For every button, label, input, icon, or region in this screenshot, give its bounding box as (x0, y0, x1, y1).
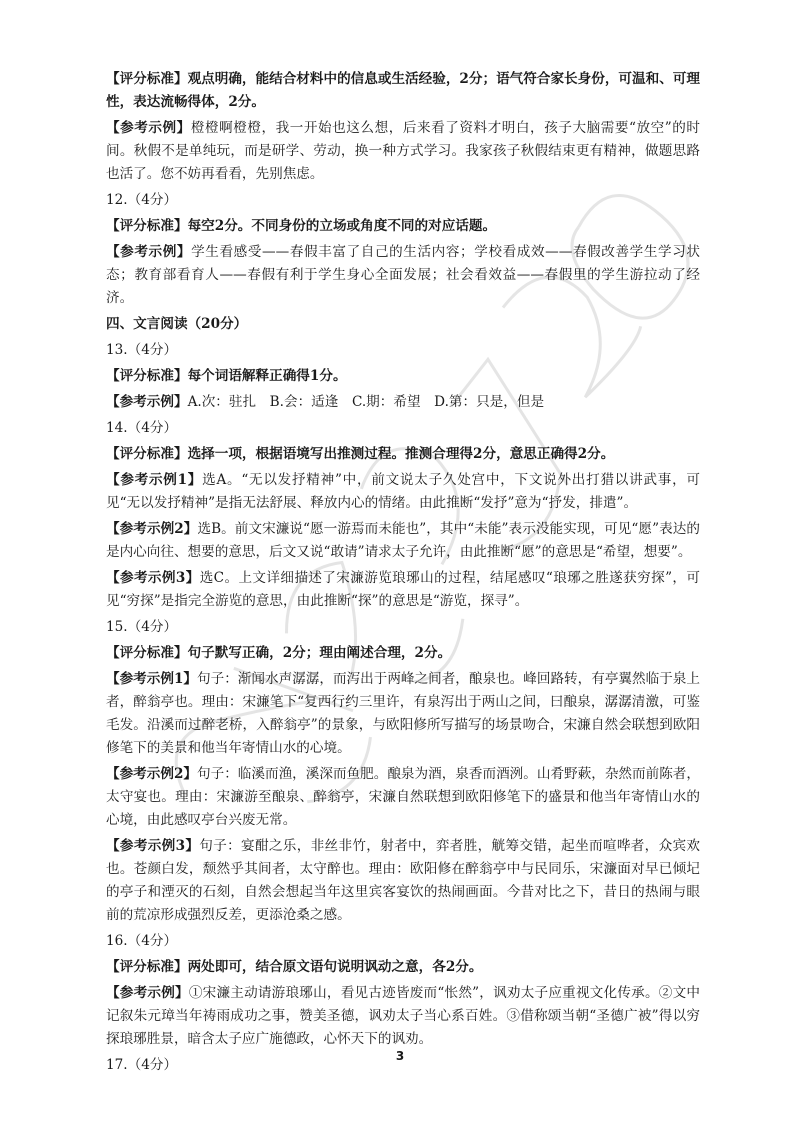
block-text: 每个词语解释正确得1分。 (187, 368, 347, 384)
block-label: 【参考示例3】 (106, 838, 200, 854)
block-label: 【评分标准】 (106, 218, 188, 234)
block-label: 【评分标准】 (106, 446, 188, 462)
block-text: 学生看感受——春假丰富了自己的生活内容；学校看成效——春假改善学生学习状态；教育部看育人——春假有利于学生身心全面发展；社会看效益——春假里的学生游拉动了经济。 (106, 244, 701, 306)
question-number: 17.（4分） (106, 1057, 178, 1073)
scoring-criteria (106, 443, 700, 466)
block-text: 每空2分。不同身份的立场或角度不同的对应话题。 (187, 218, 497, 234)
scoring-criteria (106, 956, 700, 979)
reference-example (106, 391, 700, 414)
question-number: 14.（4分） (106, 420, 178, 436)
scoring-criteria (106, 642, 700, 665)
block-text: 句子：临溪而渔，溪深而鱼肥。酿泉为酒，泉香而酒洌。山肴野蔌，杂然而前陈者，太守宴也。理由：宋濂游至酿泉、醉翁亭，宋濂自然联想到欧阳修笔下的盛景和他当年寄情山水的心境，由此感叹亭台兴废无常。 (106, 766, 700, 828)
block-text: A.次：驻扎 B.会：适逢 C.期：希望 D.第：只是，但是 (187, 394, 545, 410)
block-text: 橙橙啊橙橙，我一开始也这么想，后来看了资料才明白，孩子大脑需要“放空”的时间。秋假不是单纯玩，而是研学、劳动，换一种方式学习。我家孩子秋假结束更有精神，做题思路也活了。您不妨再看看，先别焦虑。 (106, 120, 700, 182)
scoring-criteria (106, 365, 700, 388)
question-number: 12.（4分） (106, 192, 178, 208)
scoring-criteria (106, 215, 700, 238)
block-text: 选B。前文宋濂说“愿一游焉而未能也”，其中“未能”表示没能实现，可见“愿”表达的是内心向往、想要的意思，后文又说“敢请”请求太子允许，由此推断“愿”的意思是“希望，想要”。 (106, 521, 700, 560)
block-text: 选A。“无以发抒精神”中，前文说太子久处宫中，下文说外出打猎以讲武事，可见“无以发抒精神”是指无法舒展、释放内心的情绪。由此推断“发抒”意为“抒发，排遣”。 (106, 472, 700, 511)
question-number: 13.（4分） (106, 342, 178, 358)
block-label: 【参考示例2】 (106, 766, 198, 782)
block-label: 【评分标准】 (106, 71, 188, 87)
page-number: 3 (395, 1049, 405, 1063)
block-text: 两处即可，结合原文语句说明讽动之意，各2分。 (187, 959, 483, 975)
reference-example (106, 835, 700, 927)
block-text: 观点明确，能结合材料中的信息或生活经验，2分；语气符合家长身份，可温和、可理性，表达流畅得体，2分。 (106, 71, 700, 110)
scoring-criteria (106, 68, 700, 114)
question-number: 16.（4分） (106, 933, 178, 949)
block-text: 选择一项，根据语境写出推测过程。推测合理得2分，意思正确得2分。 (187, 446, 615, 462)
reference-example (106, 763, 700, 832)
block-text: 选C。上文详细描述了宋濂游览琅琊山的过程，结尾感叹“琅琊之胜遂获穷探”，可见“穷探”是指完全游览的意思，由此推断“探”的意思是“游览，探寻”。 (106, 570, 700, 609)
block-label: 【参考示例2】 (106, 521, 198, 537)
reference-example (106, 982, 700, 1051)
block-label: 【参考示例】 (106, 394, 188, 410)
reference-example (106, 469, 700, 515)
block-label: 【评分标准】 (106, 645, 188, 661)
block-label: 【参考示例1】 (106, 472, 203, 488)
block-text: 句子：宴酣之乐，非丝非竹，射者中，弈者胜，觥筹交错，起坐而喧哗者，众宾欢也。苍颜白发，颓然乎其间者，太守醉也。理由：欧阳修在醉翁亭中与民同乐，宋濂面对早已倾圮的亭子和湮灭的石刻，自然会想起当年这里宾客宴饮的热闹画面。今昔对比之下，昔日的热闹与眼前的荒凉形成强烈反差，更添沧桑之感。 (106, 838, 700, 923)
block-label: 【参考示例1】 (106, 671, 198, 687)
reference-example (106, 241, 700, 310)
block-label: 【参考示例3】 (106, 570, 200, 586)
section-heading: 四、文言阅读（20分） (106, 316, 248, 332)
reference-example (106, 668, 700, 760)
block-text: 句子：渐闻水声潺潺，而泻出于两峰之间者，酿泉也。峰回路转，有亭翼然临于泉上者，醉翁亭也。理由：宋濂笔下“复西行约三里许，有泉泻出于两山之间，曰酿泉，潺潺清激，可鉴毛发。沿溪而过醉老桥，入醉翁亭”的景象，与欧阳修所写描写的场景吻合，宋濂自然会联想到欧阳修笔下的美景和他当年寄情山水的心境。 (106, 671, 700, 756)
block-text: ①宋濂主动请游琅琊山，看见古迹皆废而“怅然”，讽劝太子应重视文化传承。②文中记叙朱元璋当年祷雨成功之事，赞美圣德，讽劝太子当心系百姓。③借称颂当朝“圣德广被”得以穷探琅琊胜景，暗含太子应广施德政，心怀天下的讽劝。 (106, 985, 700, 1047)
reference-example (106, 567, 700, 613)
answer-key-content (106, 68, 700, 1080)
block-label: 【参考示例】 (106, 985, 189, 1001)
block-label: 【参考示例】 (106, 120, 191, 136)
block-label: 【评分标准】 (106, 959, 188, 975)
block-text: 句子默写正确，2分；理由阐述合理，2分。 (187, 645, 452, 661)
reference-example (106, 518, 700, 564)
block-label: 【参考示例】 (106, 244, 192, 260)
question-number: 15.（4分） (106, 619, 178, 635)
reference-example (106, 117, 700, 186)
block-label: 【评分标准】 (106, 368, 188, 384)
